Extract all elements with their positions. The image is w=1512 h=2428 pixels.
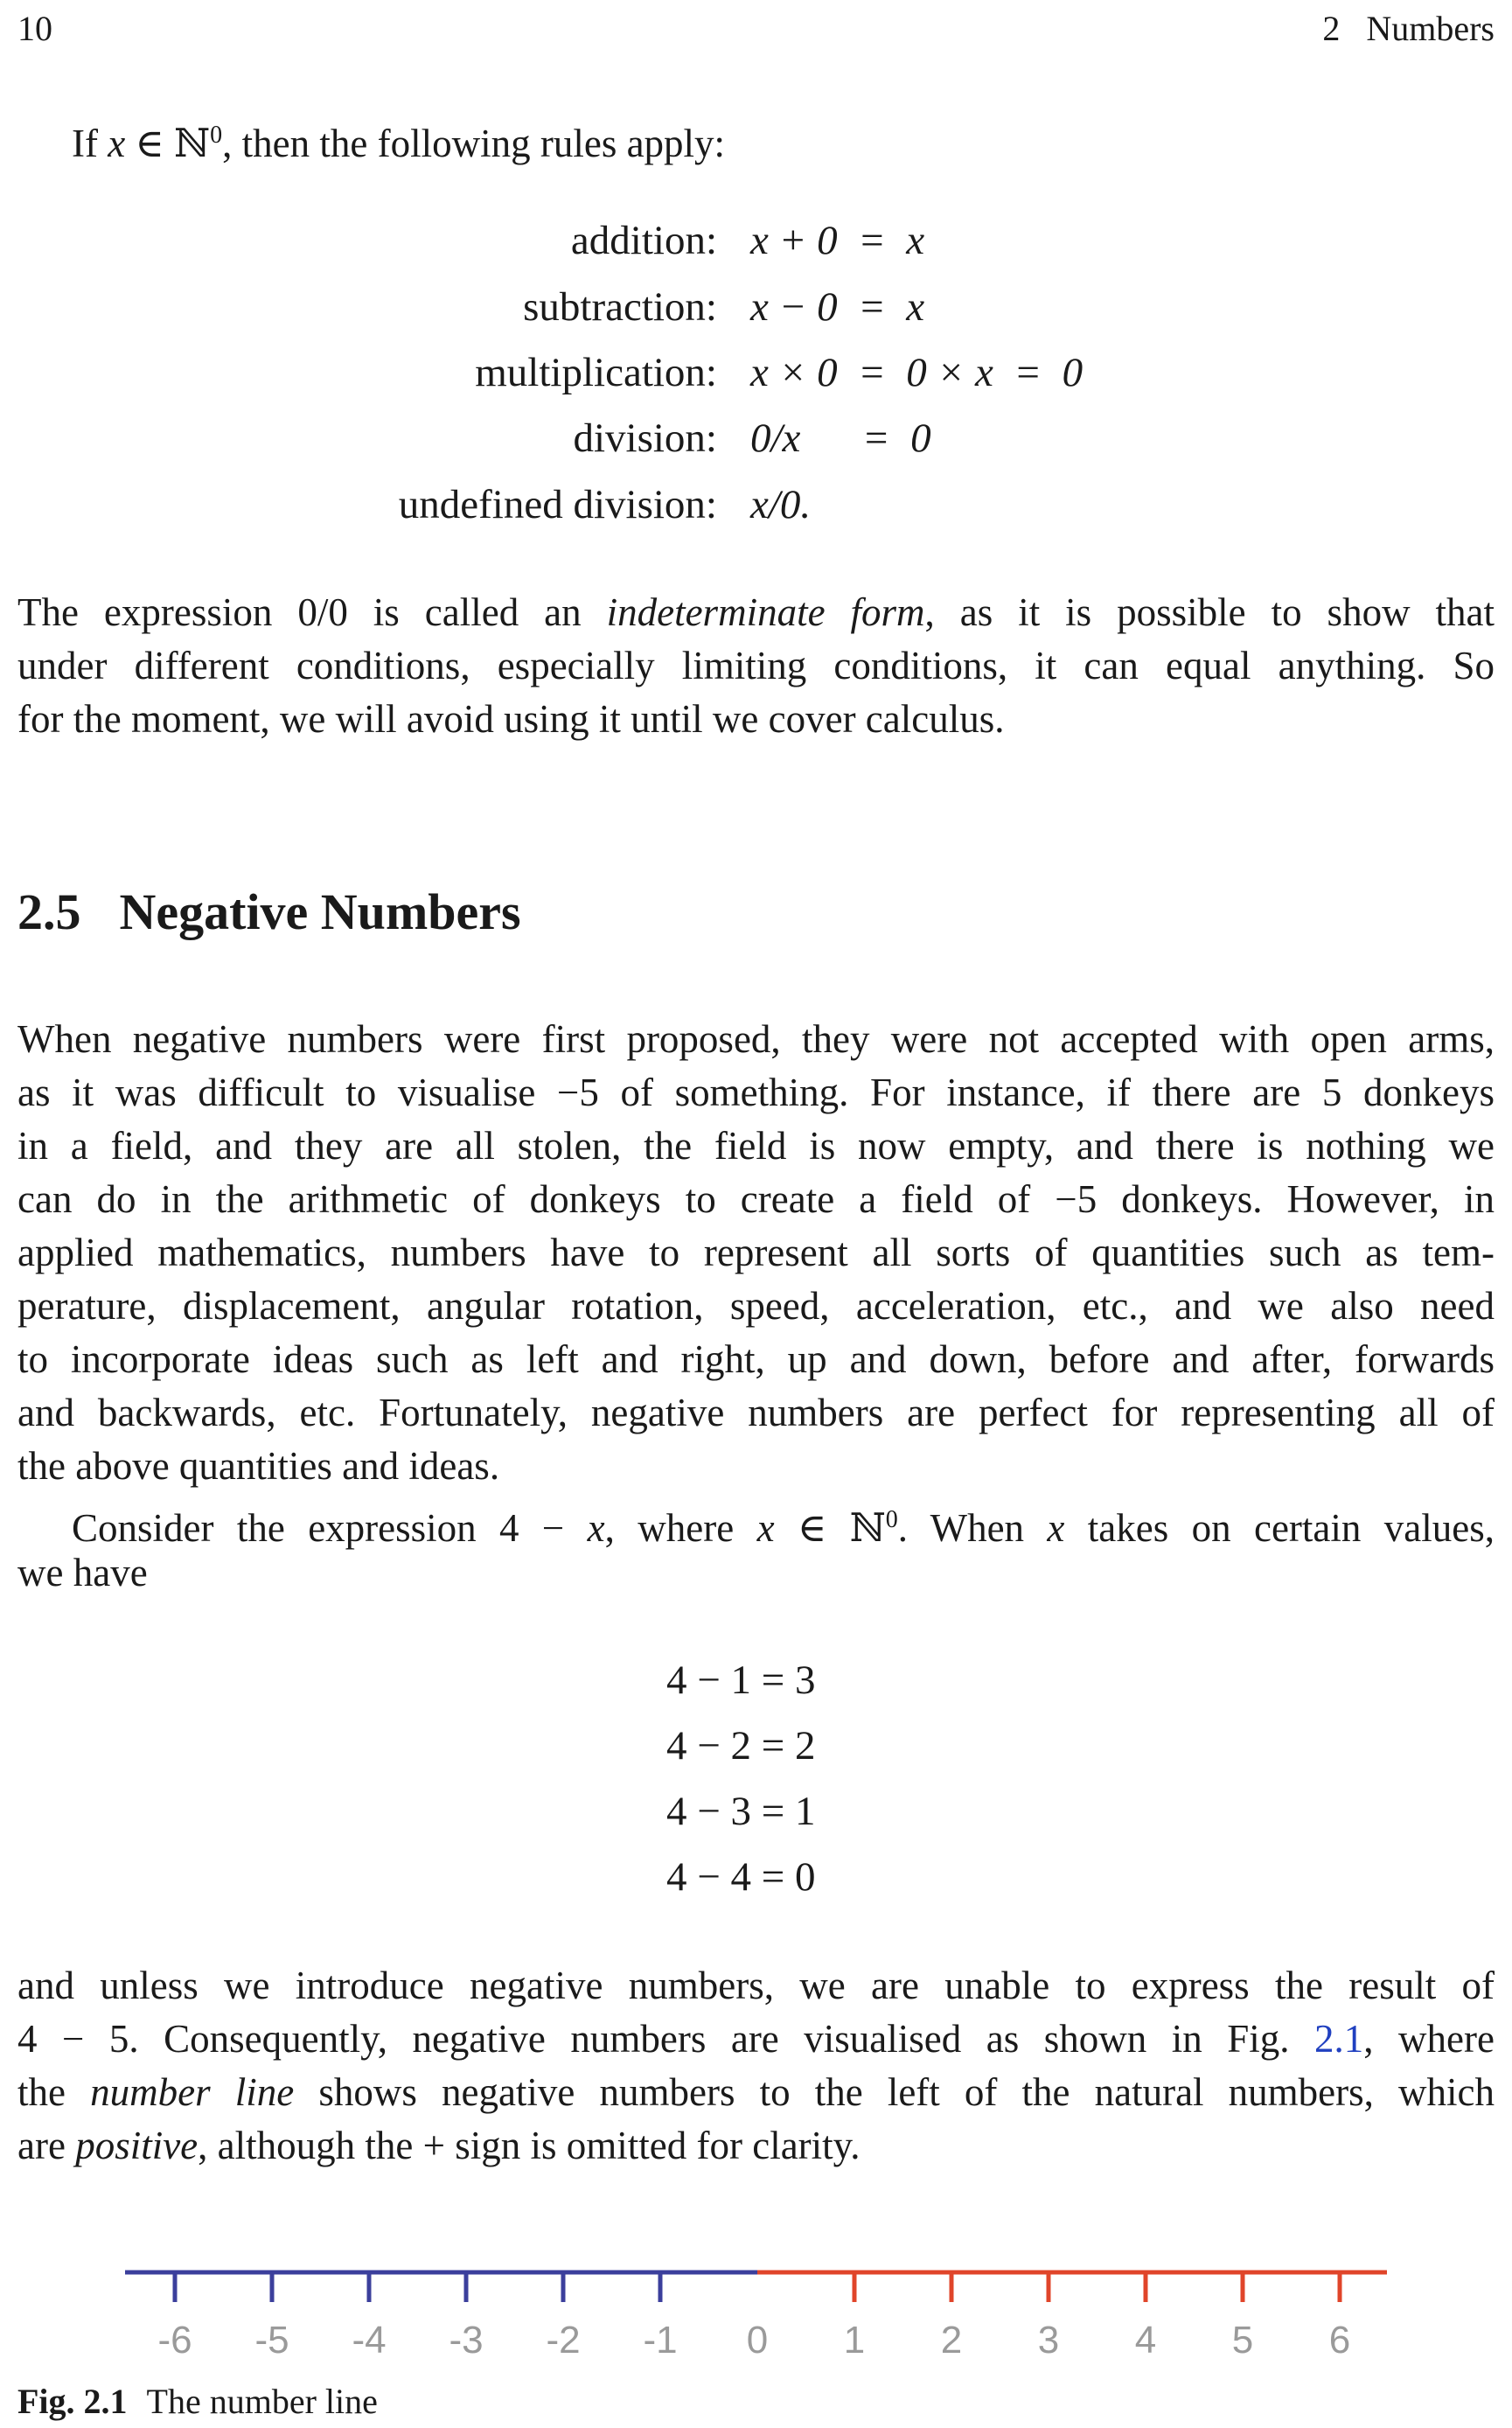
- page-number: 10: [17, 9, 52, 48]
- figure-link[interactable]: 2.1: [1314, 2017, 1364, 2061]
- term-positive: positive: [75, 2124, 199, 2167]
- tick-label: -3: [449, 2319, 484, 2362]
- caption-label: Fig. 2.1: [17, 2382, 128, 2421]
- term-number-line: number line: [90, 2070, 295, 2114]
- para2-line: perature, displacement, angular rotation, speed, acceleration, etc., and we also need: [17, 1284, 1495, 1328]
- rule-label: division:: [573, 415, 717, 461]
- para4-line: the number line shows negative numbers to the left of the natural numbers, which: [17, 2070, 1495, 2114]
- intro-line: [72, 108, 725, 171]
- para1-line: for the moment, we will avoid using it until we cover calculus.: [17, 697, 1005, 741]
- rule-label: addition:: [570, 218, 717, 263]
- para3-line: Consider the expression 4 − x, where x ∈ ℕ$^0$. When x takes on certain values,: [72, 1506, 1495, 1550]
- para1-line: under different conditions, especially limiting conditions, it can equal anything. So: [17, 644, 1495, 687]
- number-line: [125, 2272, 1387, 2362]
- para2-line: in a field, and they are all stolen, the field is now empty, and there is nothing we: [17, 1124, 1495, 1168]
- figure-caption: [17, 2381, 378, 2423]
- rule-expr: x + 0 = x: [750, 218, 925, 263]
- rule-label: multiplication:: [475, 350, 717, 395]
- tick-label: 4: [1134, 2319, 1157, 2362]
- term-indeterminate-form: indeterminate form: [606, 590, 925, 634]
- rule-label: undefined division:: [398, 482, 717, 527]
- para4-line: and unless we introduce negative numbers, we are unable to express the result of: [17, 1964, 1495, 2007]
- chapter-running-head: 2 Numbers: [1322, 9, 1495, 48]
- intro-text-end: , then the following rules apply:: [222, 122, 726, 165]
- section-heading: [17, 882, 521, 943]
- para2-line: can do in the arithmetic of donkeys to create a field of −5 donkeys. However, in: [17, 1177, 1495, 1221]
- tick-label: 6: [1328, 2319, 1351, 2362]
- tick-label: 3: [1037, 2319, 1060, 2362]
- para4-line: 4 − 5. Consequently, negative numbers are visualised as shown in Fig. 2.1, where: [17, 2017, 1495, 2061]
- intro-set: ∈ ℕ: [125, 122, 211, 165]
- tick-label: -6: [157, 2319, 192, 2362]
- section-title: Negative Numbers: [119, 883, 521, 940]
- tick-label: 2: [940, 2319, 963, 2362]
- para2-line: as it was difficult to visualise −5 of something. For instance, if there are 5 donkeys: [17, 1071, 1495, 1114]
- para2-line: the above quantities and ideas.: [17, 1444, 500, 1488]
- para2-line: and backwards, etc. Fortunately, negative numbers are perfect for representing all of: [17, 1391, 1495, 1434]
- equation: 4 − 3 = 1: [666, 1789, 816, 1834]
- equation: 4 − 2 = 2: [666, 1723, 816, 1769]
- para3-line: we have: [17, 1551, 148, 1594]
- rule-label: subtraction:: [523, 284, 717, 330]
- tick-label: 0: [746, 2319, 769, 2362]
- para2-line: When negative numbers were first proposed, they were not accepted with open arms,: [17, 1017, 1495, 1061]
- equation: 4 − 1 = 3: [666, 1657, 816, 1703]
- rule-expr: x/0.: [750, 482, 812, 527]
- para4-line: are positive, although the + sign is omitted for clarity.: [17, 2124, 861, 2167]
- number-line-figure: [0, 2248, 1512, 2379]
- tick-label: 5: [1231, 2319, 1254, 2362]
- tick-label: -2: [546, 2319, 581, 2362]
- para1-line: The expression 0/0 is called an indeterminate form, as it is possible to show that: [17, 590, 1495, 634]
- rule-expr: x × 0 = 0 × x = 0: [750, 350, 1083, 395]
- caption-text: The number line: [146, 2382, 378, 2421]
- intro-sup: 0: [210, 122, 223, 149]
- tick-label: -5: [254, 2319, 289, 2362]
- tick-label: -4: [352, 2319, 387, 2362]
- para2-line: applied mathematics, numbers have to represent all sorts of quantities such as tem-: [17, 1231, 1495, 1274]
- para2-line: to incorporate ideas such as left and right, up and down, before and after, forwards: [17, 1337, 1495, 1381]
- tick-label: -1: [643, 2319, 678, 2362]
- intro-text: If: [72, 122, 108, 165]
- equation: 4 − 4 = 0: [666, 1854, 816, 1900]
- rule-expr: x − 0 = x: [750, 284, 925, 330]
- section-number: 2.5: [17, 883, 81, 940]
- intro-var: x: [108, 122, 126, 165]
- tick-label: 1: [843, 2319, 866, 2362]
- rule-expr: 0/x = 0: [750, 415, 931, 461]
